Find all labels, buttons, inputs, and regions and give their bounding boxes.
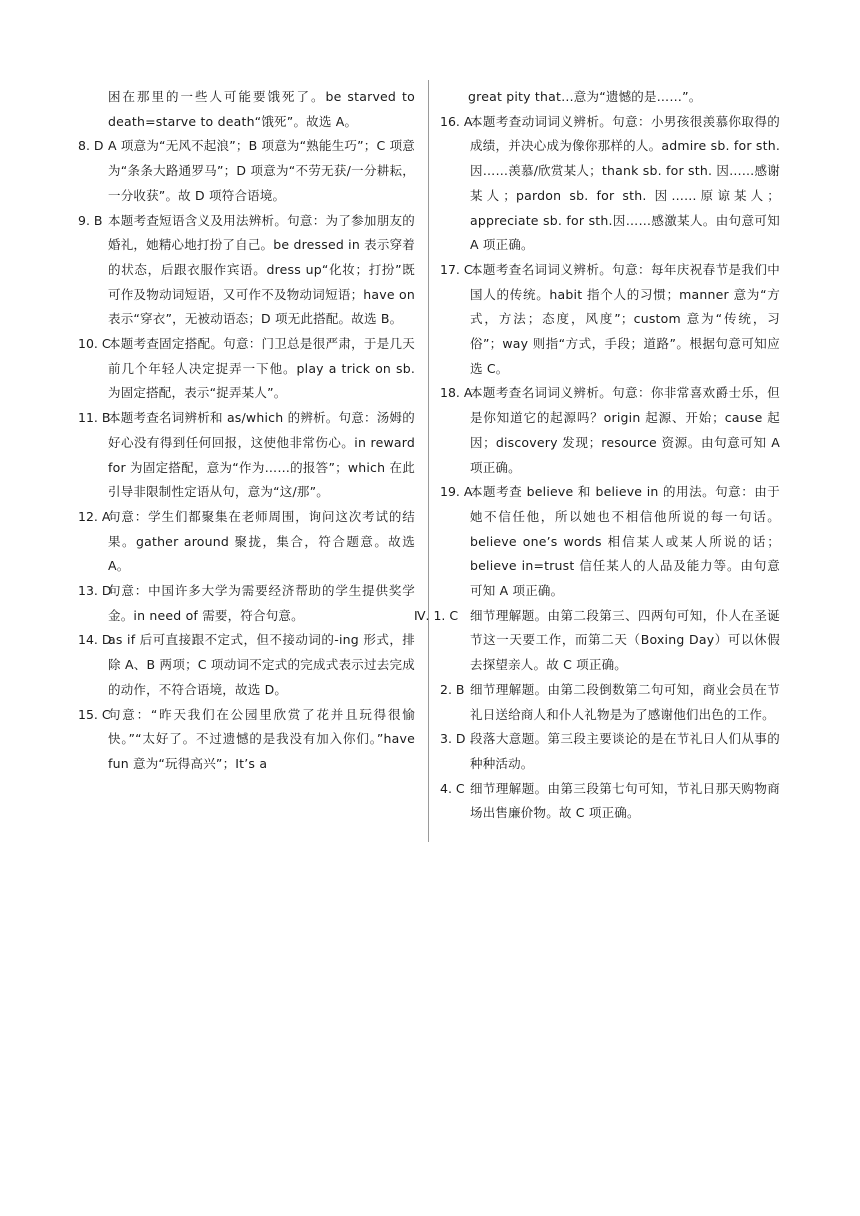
answer-explanation: 段落大意题。第三段主要谈论的是在节礼日人们从事的种种活动。 bbox=[470, 731, 780, 771]
answer-number: 13. D bbox=[78, 583, 112, 599]
answer-number: 4. C bbox=[440, 780, 465, 796]
answer-explanation: 句意：中国许多大学为需要经济帮助的学生提供奖学金。in need of 需要，符合句意。 bbox=[108, 583, 415, 623]
answer-entry bbox=[440, 777, 780, 826]
answer-entry bbox=[78, 628, 415, 702]
answer-number: 12. A bbox=[78, 508, 111, 524]
answer-number: 18. A bbox=[440, 385, 473, 401]
answer-number: 14. D bbox=[78, 632, 112, 648]
answer-number: Ⅳ. 1. C bbox=[414, 607, 459, 623]
answer-number: 3. D bbox=[440, 731, 466, 747]
answer-number: 17. C bbox=[440, 261, 473, 277]
answer-explanation: 本题考查名词词义辨析。句意：每年庆祝春节是我们中国人的传统。habit 指个人的习惯；manner 意为“方式，方法；态度，风度”；custom 意为“传统，习俗”；way 则指“方式，手段；道路”。根据句意可知应选 C。 bbox=[470, 261, 780, 376]
answer-entry bbox=[440, 678, 780, 727]
answer-entry bbox=[440, 480, 780, 604]
answer-explanation: as if 后可直接跟不定式，但不接动词的-ing 形式，排除 A、B 两项；C 项动词不定式的完成式表示过去完成的动作，不符合语境，故选 D。 bbox=[108, 632, 415, 697]
answer-entry bbox=[440, 381, 780, 480]
answer-explanation: 本题考查 believe 和 believe in 的用法。句意：由于她不信任他，所以她也不相信他所说的每一句话。believe one’s words 相信某人或某人所说的话；believe in=trust 信任某人的人品及能力等。由句意可知 A 项正确。 bbox=[470, 484, 780, 599]
answer-entry bbox=[440, 110, 780, 258]
answer-explanation: 本题考查名词词义辨析。句意：你非常喜欢爵士乐，但是你知道它的起源吗？origin 起源、开始；cause 起因；discovery 发现；resource 资源。由句意可知 A 项正确。 bbox=[470, 385, 780, 475]
answer-number: 19. A bbox=[440, 484, 473, 500]
answer-entry bbox=[78, 134, 415, 208]
answer-entry bbox=[78, 579, 415, 628]
answer-number: 8. D bbox=[78, 138, 104, 154]
answer-number: 15. C bbox=[78, 706, 111, 722]
answer-explanation: 句意：学生们都聚集在老师周围，询问这次考试的结果。gather around 聚拢，集合，符合题意。故选 A。 bbox=[108, 508, 415, 574]
answer-explanation: 困在那里的一些人可能要饿死了。be starved to death=starve to death“饿死”。故选 A。 bbox=[108, 89, 415, 129]
answer-number: 10. C bbox=[78, 336, 111, 352]
answer-entry bbox=[78, 332, 415, 406]
answer-entry bbox=[440, 727, 780, 776]
answer-entry bbox=[414, 604, 780, 678]
answer-explanation: 句意：“昨天我们在公园里欣赏了花并且玩得很愉快。”“太好了。不过遗憾的是我没有加入你们。”have fun 意为“玩得高兴”；It’s a bbox=[108, 706, 415, 771]
answer-entry bbox=[78, 703, 415, 777]
answer-explanation: 本题考查短语含义及用法辨析。句意：为了参加朋友的婚礼，她精心地打扮了自己。be dressed in 表示穿着的状态，后跟衣服作宾语。dress up“化妆；打扮”既可作及物动词短语，又可作不及物动词短语；have on 表示“穿衣”，无被动语态；D 项无此搭配。故选 B。 bbox=[108, 212, 415, 327]
answer-entry bbox=[78, 209, 415, 333]
right-column bbox=[414, 85, 780, 826]
answer-entry bbox=[78, 85, 415, 134]
answer-number: 16. A bbox=[440, 113, 473, 129]
answer-explanation: 细节理解题。由第三段第七句可知，节礼日那天购物商场出售廉价物。故 C 项正确。 bbox=[470, 780, 780, 821]
answer-entry bbox=[78, 505, 415, 579]
answer-number: 2. B bbox=[440, 681, 465, 697]
answer-entry bbox=[440, 258, 780, 382]
answer-explanation: 细节理解题。由第二段倒数第二句可知，商业会员在节礼日送给商人和仆人礼物是为了感谢他们出色的工作。 bbox=[470, 681, 780, 722]
answer-explanation: 细节理解题。由第二段第三、四两句可知，仆人在圣诞节这一天要工作，而第二天（Boxing Day）可以休假去探望亲人。故 C 项正确。 bbox=[470, 607, 780, 673]
answer-explanation: A 项意为“无风不起浪”；B 项意为“熟能生巧”；C 项意为“条条大路通罗马”；D 项意为“不劳无获/一分耕耘，一分收获”。故 D 项符合语境。 bbox=[108, 138, 415, 203]
answer-number: 11. B bbox=[78, 410, 111, 426]
answer-explanation: 本题考查名词辨析和 as/which 的辨析。句意：汤姆的好心没有得到任何回报，这使他非常伤心。in reward for 为固定搭配，意为“作为……的报答”；which 在此引导非限制性定语从句，意为“这/那”。 bbox=[108, 410, 415, 500]
answer-explanation: great pity that…意为“遗憾的是……”。 bbox=[468, 89, 702, 104]
answer-explanation: 本题考查动词词义辨析。句意：小男孩很羡慕你取得的成绩，并决心成为像你那样的人。admire sb. for sth. 因……羡慕/欣赏某人；thank sb. for sth. 因……感谢某人；pardon sb. for sth. 因……原谅某人；appreciate sb. for sth.因……感激某人。由句意可知 A 项正确。 bbox=[470, 113, 780, 253]
answer-explanation: 本题考查固定搭配。句意：门卫总是很严肃，于是几天前几个年轻人决定捉弄一下他。play a trick on sb. 为固定搭配，表示“捉弄某人”。 bbox=[108, 336, 415, 401]
column-divider bbox=[428, 80, 429, 842]
left-column bbox=[78, 85, 415, 777]
answer-entry bbox=[78, 406, 415, 505]
answer-number: 9. B bbox=[78, 212, 103, 228]
answer-entry bbox=[440, 85, 780, 110]
